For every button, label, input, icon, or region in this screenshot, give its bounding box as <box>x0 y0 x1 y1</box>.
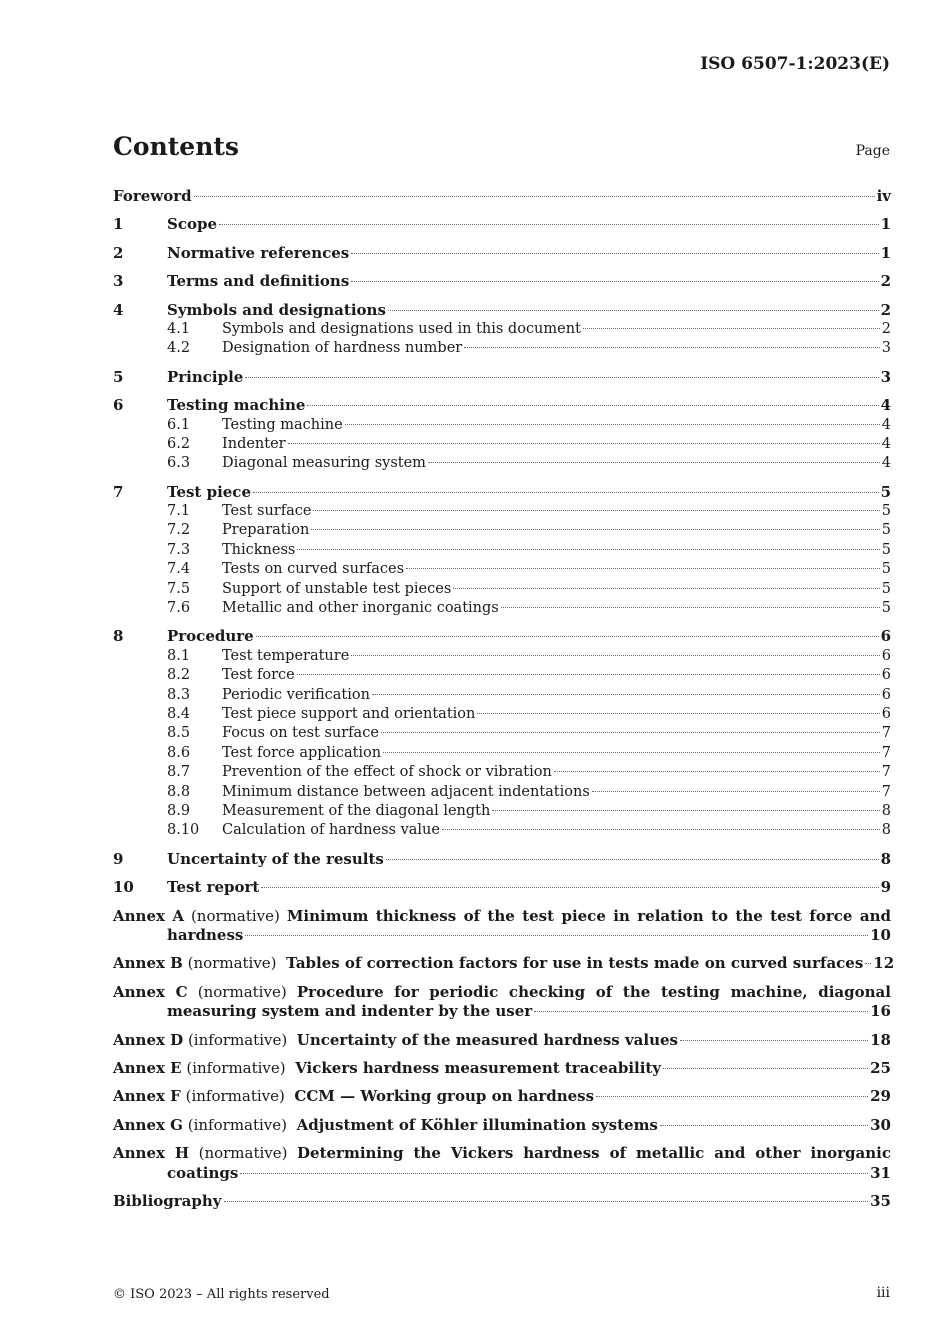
annex-type: (informative) <box>186 1058 286 1077</box>
toc-entry-annex[interactable] <box>113 1087 891 1106</box>
toc-entry-label: Test force application <box>222 744 382 761</box>
toc-entry-page: 2 <box>881 320 891 337</box>
toc-entry-page: 31 <box>870 1163 891 1182</box>
toc-entry-number: 9 <box>113 849 124 868</box>
toc-entry-page: 7 <box>881 744 891 761</box>
toc-entry-page: 5 <box>881 580 891 597</box>
toc-entry-number: 7.5 <box>167 580 191 597</box>
toc-entry-subsection[interactable] <box>113 320 891 339</box>
toc-entry-number: 7.4 <box>167 561 191 578</box>
toc-entry-page: 2 <box>880 300 891 319</box>
toc-entry-number: 6.1 <box>167 416 191 433</box>
dot-leader <box>381 732 880 733</box>
annex-title: hardness <box>167 925 244 944</box>
toc-entry-page: iv <box>876 187 891 205</box>
toc-entry-label: Periodic verification <box>222 686 370 703</box>
dot-leader <box>477 713 879 714</box>
toc-entry-label: Symbols and designations used in this document <box>222 320 581 337</box>
toc-entry-page: 1 <box>880 243 891 262</box>
toc-entry-page: 6 <box>881 667 891 684</box>
annex-title: Vickers hardness measurement traceability <box>295 1058 662 1077</box>
toc-entry-page: 7 <box>881 783 891 800</box>
page-column-label: Page <box>855 143 890 159</box>
annex-name: Annex F <box>113 1087 181 1106</box>
dot-leader <box>219 224 879 225</box>
dot-leader <box>386 859 879 860</box>
toc-entry-number: 8.10 <box>167 822 200 839</box>
toc-entry-label: Tests on curved surfaces <box>222 561 405 578</box>
toc-entry-number: 8.2 <box>167 667 191 684</box>
toc-entry-page: 4 <box>881 455 891 472</box>
page-title: Contents <box>113 132 240 161</box>
dot-leader <box>194 196 875 197</box>
toc-entry-label: Measurement of the diagonal length <box>222 802 491 819</box>
toc-entry-annex[interactable] <box>113 1059 891 1078</box>
toc-entry-subsection[interactable] <box>113 666 891 685</box>
toc-entry-label: Foreword <box>113 187 192 205</box>
toc-entry-label: Support of unstable test pieces <box>222 580 452 597</box>
dot-leader <box>351 655 879 656</box>
toc-entry-label: Principle <box>167 367 244 386</box>
toc-entry-label: Symbols and designations <box>167 300 386 319</box>
dot-leader <box>428 462 880 463</box>
toc-entry-subsection[interactable] <box>113 502 891 521</box>
toc-entry-number: 7.6 <box>167 600 191 617</box>
toc-entry-page: 7 <box>881 725 891 742</box>
dot-leader <box>240 1173 868 1174</box>
toc-entry-subsection[interactable] <box>113 744 891 763</box>
toc-entry-section[interactable] <box>113 627 891 646</box>
toc-entry-label: Focus on test surface <box>222 725 379 742</box>
toc-entry-section[interactable] <box>113 244 891 263</box>
toc-entry-number: 8.1 <box>167 647 191 664</box>
toc-entry-number: 5 <box>113 367 124 386</box>
annex-title: Minimum thickness of the test piece in relation to the test force and <box>286 906 891 925</box>
annex-heading-line <box>113 1087 891 1106</box>
toc-entry-subsection[interactable] <box>113 580 891 599</box>
annex-heading-line <box>113 983 891 1002</box>
toc-entry-section[interactable] <box>113 301 891 320</box>
annex-type: (informative) <box>187 1115 288 1134</box>
dot-leader <box>313 510 879 511</box>
dot-leader <box>351 253 878 254</box>
toc-entry-subsection[interactable] <box>113 647 891 666</box>
dot-leader <box>453 588 879 589</box>
dot-leader <box>345 424 880 425</box>
table-of-contents <box>113 184 895 1211</box>
toc-entry-subsection[interactable] <box>113 783 891 802</box>
dot-leader <box>680 1040 868 1041</box>
toc-entry-page: 5 <box>880 482 891 501</box>
toc-entry-label: Prevention of the effect of shock or vibration <box>222 764 552 781</box>
annex-type: (normative) <box>190 906 280 925</box>
toc-annexes <box>113 906 895 1183</box>
toc-entry-number: 8.7 <box>167 764 191 781</box>
toc-entry-page: 3 <box>880 367 891 386</box>
toc-entry-section[interactable] <box>113 215 891 234</box>
annex-name: Annex H <box>113 1144 190 1163</box>
toc-entry-label: Designation of hardness number <box>222 340 463 357</box>
toc-entry-page: 18 <box>870 1030 891 1049</box>
toc-entry-page: 8 <box>880 849 891 868</box>
toc-entry-annex[interactable] <box>113 1031 891 1050</box>
dot-leader <box>383 752 880 753</box>
toc-entry-label: Terms and definitions <box>167 272 350 291</box>
toc-entry-number: 3 <box>113 272 124 291</box>
dot-leader <box>388 310 879 311</box>
toc-entry-page: 6 <box>881 705 891 722</box>
toc-entry-number: 8.9 <box>167 802 191 819</box>
dot-leader <box>406 568 880 569</box>
dot-leader <box>442 829 880 830</box>
toc-entry-subsection[interactable] <box>113 435 891 454</box>
toc-entry-subsection[interactable] <box>113 686 891 705</box>
dot-leader <box>660 1125 868 1126</box>
annex-type: (normative) <box>197 982 287 1001</box>
annex-title: Tables of correction factors for use in tests made on curved surfaces <box>286 954 864 973</box>
toc-entry-label: Procedure <box>167 627 254 646</box>
toc-entry-number: 8.8 <box>167 783 191 800</box>
toc-entry-number: 4.1 <box>167 320 191 337</box>
toc-entry-page: 6 <box>881 686 891 703</box>
toc-entry-page: 10 <box>870 925 891 944</box>
annex-title: measuring system and indenter by the user <box>167 1002 533 1021</box>
dot-leader <box>554 771 880 772</box>
annex-name: Annex E <box>113 1058 182 1077</box>
toc-entry-page: 25 <box>870 1058 891 1077</box>
toc-entry-label: Minimum distance between adjacent indentations <box>222 783 590 800</box>
dot-leader <box>534 1011 868 1012</box>
annex-type: (informative) <box>185 1087 285 1106</box>
toc-entry-subsection[interactable] <box>113 821 891 840</box>
toc-entry-number: 8.5 <box>167 725 191 742</box>
toc-entry-section[interactable] <box>113 272 891 291</box>
annex-name: Annex C <box>113 982 188 1001</box>
annex-heading-line <box>113 907 891 926</box>
toc-entry-label: Test report <box>167 878 260 897</box>
toc-entry-subsection[interactable] <box>113 339 891 358</box>
toc-entry-page: 3 <box>881 340 891 357</box>
toc-entry-annex[interactable] <box>113 954 895 973</box>
dot-leader <box>372 694 880 695</box>
toc-entry-page: 5 <box>881 522 891 539</box>
toc-entry-page: 8 <box>881 802 891 819</box>
copyright-notice: © ISO 2023 – All rights reserved <box>113 1287 330 1302</box>
annex-heading-line <box>113 1116 891 1135</box>
toc-entry-subsection[interactable] <box>113 560 891 579</box>
dot-leader <box>307 405 878 406</box>
toc-entry-number: 4 <box>113 300 124 319</box>
dot-leader <box>288 443 880 444</box>
dot-leader <box>253 492 879 493</box>
dot-leader <box>663 1068 868 1069</box>
toc-sections <box>113 215 891 897</box>
toc-entry-section[interactable] <box>113 483 891 502</box>
annex-name: Annex D <box>113 1030 184 1049</box>
toc-entry-number: 8.4 <box>167 705 191 722</box>
annex-name: Annex A <box>113 906 184 925</box>
toc-entry-page: 16 <box>870 1002 891 1021</box>
toc-entry-page: 12 <box>873 954 895 973</box>
toc-entry-label: Preparation <box>222 522 310 539</box>
dot-leader <box>592 791 880 792</box>
toc-entry-label: Scope <box>167 215 218 234</box>
toc-entry-subsection[interactable] <box>113 705 891 724</box>
toc-entry-page: 2 <box>880 272 891 291</box>
annex-title-continuation <box>113 926 891 945</box>
toc-entry-label: Calculation of hardness value <box>222 822 440 839</box>
toc-entry-number: 1 <box>113 215 124 234</box>
toc-entry-annex[interactable] <box>113 907 891 946</box>
toc-entry-subsection[interactable] <box>113 763 891 782</box>
annex-type: (normative) <box>187 954 277 973</box>
toc-entry-page: 35 <box>870 1191 891 1210</box>
toc-entry-label: Test piece <box>167 482 251 501</box>
toc-entry-page: 30 <box>870 1115 891 1134</box>
toc-entry-annex[interactable] <box>113 983 891 1022</box>
annex-title: Determining the Vickers hardness of metallic and other inorganic <box>297 1144 891 1163</box>
dot-leader <box>297 549 879 550</box>
toc-entry-section[interactable] <box>113 368 891 387</box>
toc-entry-number: 6.2 <box>167 435 191 452</box>
document-id: ISO 6507-1:2023(E) <box>700 54 890 74</box>
annex-title: Procedure for periodic checking of the testing machine, diagonal <box>296 982 891 1001</box>
toc-entry-subsection[interactable] <box>113 724 891 743</box>
toc-entry-section[interactable] <box>113 878 891 897</box>
toc-entry-label: Testing machine <box>222 416 343 433</box>
annex-title-continuation <box>113 1002 891 1021</box>
dot-leader <box>245 935 868 936</box>
annex-name: Annex G <box>113 1115 183 1134</box>
toc-entry-page: 8 <box>881 822 891 839</box>
annex-heading-line <box>113 1059 891 1078</box>
toc-entry-annex[interactable] <box>113 1116 891 1135</box>
toc-entry-page: 5 <box>881 561 891 578</box>
toc-entry-number: 8 <box>113 627 124 646</box>
toc-entry-label: Diagonal measuring system <box>222 455 426 472</box>
page-number: iii <box>876 1285 890 1301</box>
toc-entry-subsection[interactable] <box>113 541 891 560</box>
dot-leader <box>256 636 879 637</box>
dot-leader <box>245 377 878 378</box>
toc-entry-page: 1 <box>880 215 891 234</box>
toc-entry-page: 5 <box>881 503 891 520</box>
toc-entry-label: Test force <box>222 667 295 684</box>
toc-entry-number: 7.3 <box>167 541 191 558</box>
toc-entry-label: Bibliography <box>113 1191 222 1210</box>
annex-name: Annex B <box>113 954 183 973</box>
toc-entry-subsection[interactable] <box>113 454 891 473</box>
dot-leader <box>224 1201 869 1202</box>
toc-entry-section[interactable] <box>113 396 891 415</box>
dot-leader <box>261 887 878 888</box>
toc-entry-page: 29 <box>870 1087 891 1106</box>
toc-entry-page: 5 <box>881 600 891 617</box>
toc-entry-annex[interactable] <box>113 1144 891 1183</box>
toc-entry-page: 4 <box>880 396 891 415</box>
toc-entry-number: 2 <box>113 243 124 262</box>
annex-title: Uncertainty of the measured hardness values <box>296 1030 678 1049</box>
toc-entry-section[interactable] <box>113 850 891 869</box>
toc-entry-number: 7.1 <box>167 503 191 520</box>
toc-entry-number: 6.3 <box>167 455 191 472</box>
annex-heading-line <box>113 1031 891 1050</box>
toc-entry-label: Test piece support and orientation <box>222 705 476 722</box>
toc-entry-subsection[interactable] <box>113 521 891 540</box>
annex-heading-line <box>113 954 895 973</box>
toc-entry-number: 4.2 <box>167 340 191 357</box>
toc-entry-number: 7.2 <box>167 522 191 539</box>
toc-entry-label: Test surface <box>222 503 312 520</box>
toc-entry-label: Normative references <box>167 243 350 262</box>
toc-entry-bibliography[interactable] <box>113 1192 891 1211</box>
toc-entry-label: Testing machine <box>167 396 306 415</box>
dot-leader <box>464 347 880 348</box>
toc-entry-page: 5 <box>881 541 891 558</box>
dot-leader <box>311 529 879 530</box>
annex-type: (informative) <box>187 1030 288 1049</box>
annex-title: Adjustment of Köhler illumination systems <box>296 1115 658 1134</box>
toc-entry-page: 4 <box>881 416 891 433</box>
toc-entry-page: 7 <box>881 764 891 781</box>
dot-leader <box>583 328 880 329</box>
dot-leader <box>351 281 878 282</box>
toc-entry-number: 8.3 <box>167 686 191 703</box>
annex-type: (normative) <box>198 1144 288 1163</box>
annex-title: coatings <box>167 1163 239 1182</box>
toc-entry-page: 6 <box>880 627 891 646</box>
toc-entry-subsection[interactable] <box>113 599 891 618</box>
toc-entry-label: Thickness <box>222 541 296 558</box>
toc-entry-label: Indenter <box>222 435 286 452</box>
toc-entry-number: 10 <box>113 878 134 897</box>
toc-entry-number: 6 <box>113 396 124 415</box>
dot-leader <box>596 1096 868 1097</box>
dot-leader <box>501 607 880 608</box>
toc-entry-number: 8.6 <box>167 744 191 761</box>
toc-entry-subsection[interactable] <box>113 416 891 435</box>
annex-title-continuation <box>113 1164 891 1183</box>
dot-leader <box>297 674 880 675</box>
toc-entry-page: 9 <box>880 878 891 897</box>
toc-entry-page: 6 <box>881 647 891 664</box>
toc-entry-foreword[interactable] <box>113 187 891 206</box>
toc-entry-label: Test temperature <box>222 647 350 664</box>
toc-entry-label: Metallic and other inorganic coatings <box>222 600 499 617</box>
annex-title: CCM — Working group on hardness <box>294 1087 595 1106</box>
toc-entry-label: Uncertainty of the results <box>167 849 384 868</box>
toc-entry-number: 7 <box>113 482 124 501</box>
dot-leader <box>865 963 871 964</box>
toc-entry-page: 4 <box>881 435 891 452</box>
toc-entry-subsection[interactable] <box>113 802 891 821</box>
dot-leader <box>492 810 879 811</box>
annex-heading-line <box>113 1144 891 1163</box>
